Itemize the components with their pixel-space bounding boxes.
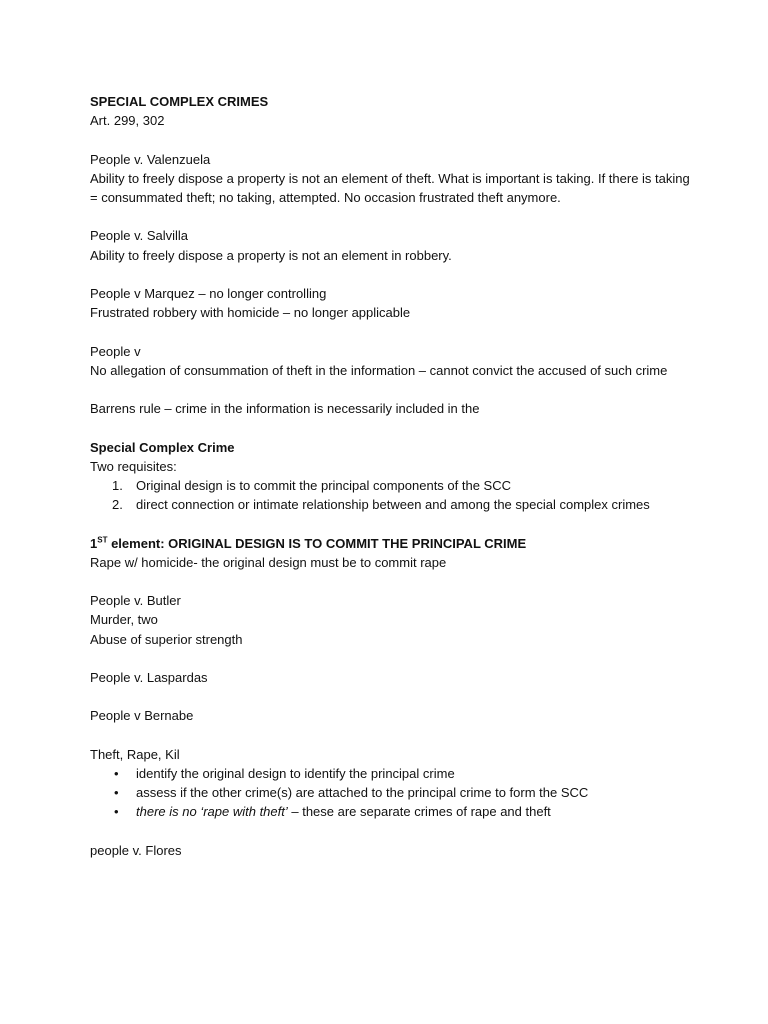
theft-bullet-list: [90, 764, 690, 822]
case-text-people-v: No allegation of consummation of theft in the information – cannot convict the accused of such crime: [90, 362, 668, 378]
case-name-valenzuela: People v. Valenzuela: [90, 151, 211, 167]
case-name-laspardas: People v. Laspardas: [90, 669, 208, 685]
list-item-text: identify the original design to identify the principal crime: [136, 765, 455, 781]
element1-heading: [90, 534, 690, 553]
theft-heading: Theft, Rape, Kil: [90, 746, 180, 762]
case-text-valenzuela: Ability to freely dispose a property is not an element of theft. What is important is taking. If there is taking = consummated theft; no taking, attempted. No occasion frustrated theft anymore.: [90, 170, 690, 205]
list-item-text: direct connection or intimate relationship between and among the special complex crimes: [136, 497, 650, 513]
element1-heading-text: element: ORIGINAL DESIGN IS TO COMMIT THE PRINCIPAL CRIME: [107, 535, 527, 551]
case-name-butler: People v. Butler: [90, 593, 181, 609]
list-item: [90, 495, 690, 514]
list-item: [90, 802, 690, 821]
list-item: [90, 764, 690, 783]
article-reference: Art. 299, 302: [90, 113, 165, 129]
element1-prefix: 1: [90, 535, 98, 551]
butler-line2: Abuse of superior strength: [90, 631, 243, 647]
scc-heading: Special Complex Crime: [90, 439, 235, 455]
document-page: [90, 92, 690, 860]
list-number: 1.: [112, 477, 123, 493]
case-text-salvilla: Ability to freely dispose a property is not an element in robbery.: [90, 247, 452, 263]
bullet-icon: •: [114, 804, 119, 820]
element1-text: Rape w/ homicide- the original design must be to commit rape: [90, 554, 447, 570]
list-item-text: – these are separate crimes of rape and theft: [287, 804, 551, 820]
case-name-flores: people v. Flores: [90, 842, 182, 858]
list-item: [90, 476, 690, 495]
bullet-icon: •: [114, 785, 119, 801]
case-name-bernabe: People v Bernabe: [90, 708, 194, 724]
list-item-italic-text: there is no ‘rape with theft’: [136, 804, 288, 820]
requisites-list: [90, 476, 690, 514]
list-item: [90, 783, 690, 802]
document-title: SPECIAL COMPLEX CRIMES: [90, 94, 269, 109]
case-text-marquez: Frustrated robbery with homicide – no longer applicable: [90, 305, 411, 321]
butler-line1: Murder, two: [90, 612, 158, 628]
case-name-salvilla: People v. Salvilla: [90, 228, 189, 244]
bullet-icon: •: [114, 765, 119, 781]
element1-sup: ST: [97, 535, 108, 545]
case-name-marquez: People v Marquez – no longer controlling: [90, 285, 327, 301]
scc-intro: Two requisites:: [90, 458, 177, 474]
case-name-people-v: People v: [90, 343, 141, 359]
barrens-rule: Barrens rule – crime in the information is necessarily included in the: [90, 401, 480, 417]
list-item-text: assess if the other crime(s) are attached to the principal crime to form the SCC: [136, 785, 589, 801]
list-number: 2.: [112, 497, 123, 513]
list-item-text: Original design is to commit the principal components of the SCC: [136, 477, 512, 493]
